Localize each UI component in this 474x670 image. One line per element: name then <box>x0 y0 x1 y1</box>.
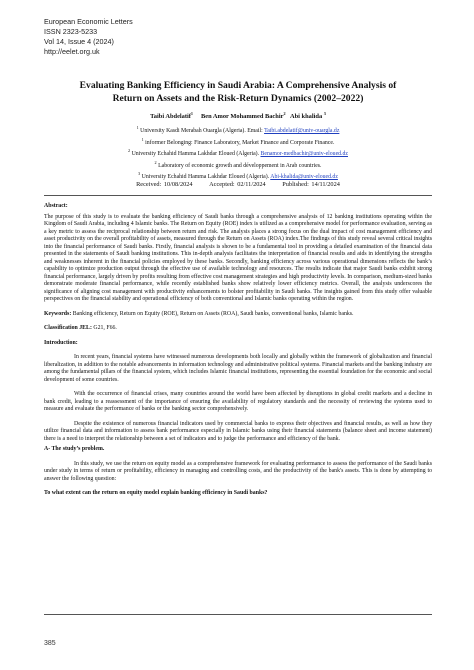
intro-paragraph-2: With the occurrence of financial crises, many countries around the world have been affected by disruptions in global credit markets and a decline in bank credit, leading to a reassessment of the importance of ensuring the availability of regulatory standards and the necessity of reviewing the systems used to measure and evaluate the performance of banks or the banking sector comprehensively. <box>44 391 432 412</box>
submission-dates <box>44 181 432 189</box>
affiliation-5: $^3$ University Echahid Hamma Lakhdar Eloued (Algeria). Abi-khalida@univ-eloued.dz <box>138 171 338 180</box>
jel-label: Classification JEL: <box>44 325 92 331</box>
jel-codes: G21, F66. <box>91 325 117 331</box>
abstract-text: The purpose of this study is to evaluate the banking efficiency of Saudi banks through a comprehensive analysis of 12 banking institutions operating within the Kingdom of Saudi Arabia, including 4 Islamic banks. The Return on Equity (ROE) index is utilized as a comprehensive model for performance evaluation, serving as a key metric to assess the reciprocal relationship between return and risk. The analysis places a strong focus on the dual impact of cost management efficiency and asset productivity on the overall profitability of assets, measured through the Return on Assets (ROA) index.The findings of this study reveal several critical insights into the financial performance of Saudi banks. Firstly, financial analysis is shown to be a fundamental tool in providing a detailed examination of the financial data presented in the statements of Saudi banking institutions. This in-depth analysis facilitates the interpretation of financial results and aids in identifying the strengths and weaknesses inherent in the financial policies employed by these banks. Secondly, banking efficiency across various operational dimensions reflects the bank’s capability to optimize production output through the effective use of available technology and resources. The results indicate that major Saudi banks exhibit strong financial performance, largely driven by profits resulting from effective cost management strategies and high productivity levels. In comparison, medium-sized banks demonstrate moderate financial performance, while recently established banks show relatively lower efficiency metrics. Overall, the analysis underscores the significance of aligning cost management with productivity enhancements to bolster profitability in Saudi banks. The insights gained from this study offer valuable perspectives on the financial stability and operational efficiency of both conventional and Islamic banks operating within the region. <box>44 213 432 302</box>
author-2: Ben Amor Mohammed Bachir$^2$ <box>201 111 286 121</box>
author-3: Abi khalida $^3$ <box>290 111 326 121</box>
affiliation-3: $^2$ University Echahid Hamma Lakhdar Eloued (Algeria). Benamor-medbachir@univ-eloued.dz <box>128 148 348 157</box>
author-1: Taibi Abdelatif$^1$ <box>150 111 194 121</box>
keywords <box>44 311 432 319</box>
journal-url[interactable]: http://eelet.org.uk <box>44 47 100 56</box>
research-question: To what extent can the return on equity model explain banking efficiency in Saudi banks? <box>44 490 268 496</box>
journal-volume: Vol 14, Issue 4 (2024) <box>44 37 114 46</box>
affiliations <box>44 124 432 182</box>
accepted-date: Accepted: 02/11/2024 <box>209 181 266 188</box>
introduction-heading: Introduction: <box>44 339 78 346</box>
received-date: Received: 10/08/2024 <box>136 181 193 188</box>
abstract-heading: Abstract: <box>44 203 68 209</box>
keywords-label: Keywords: <box>44 310 72 317</box>
bottom-divider <box>44 614 432 615</box>
study-problem-heading: A- The study’s problem. <box>44 446 105 452</box>
author-list <box>44 109 432 121</box>
intro-paragraph-1: In recent years, financial systems have witnessed numerous developments both locally and globally within the framework of globalization and financial liberalization, in addition to the notable advancements in information technology and administrative political systems. Financial markets and the banking industry are among the fundamental pillars of the financial system, which includes Islamic financial institutions, representing the essential foundation for the economic and social development of some countries. <box>44 354 432 383</box>
author-1-email[interactable]: Taibi.abdelatif@univ-ouargla.dz <box>264 127 340 134</box>
page-number: 385 <box>44 640 56 647</box>
title-line-2: Return on Assets and the Risk-Return Dynamics (2002–2022) <box>112 92 364 104</box>
jel-classification <box>44 325 432 333</box>
keywords-text: Banking efficiency, Return on Equity (ROE), Return on Assets (ROA), Saudi banks, conventional banks, Islamic banks. <box>71 310 354 317</box>
study-problem-paragraph: In this study, we use the return on equity model as a comprehensive framework for evaluating performance to assess the performance of the Saudi banks under study in terms of return or profitability, efficiency in managing and controlling costs, and the productivity of the bank's assets. This is done by attempting to answer the following question: <box>44 460 432 482</box>
affiliation-2: $^1$ informer Belonging: Finance Laboratory, Market Finance and Corporate Finance. <box>141 136 335 146</box>
journal-name: European Economic Letters <box>44 17 133 26</box>
published-date: Published: 14/11/2024 <box>282 181 340 188</box>
affiliation-4: $^2$ Laboratory of economic growth and développement in Arab countries. <box>154 159 322 169</box>
journal-header <box>44 17 133 57</box>
author-3-email[interactable]: Abi-khalida@univ-eloued.dz <box>270 173 338 180</box>
paper-body <box>44 203 432 501</box>
affiliation-1: $^1$ University Kasdi Merabah Ouargla (Algeria). Email: Taibi.abdelatif@univ-ouargla.dz <box>136 125 340 134</box>
title-line-1: Evaluating Banking Efficiency in Saudi Arabia: A Comprehensive Analysis of <box>79 80 397 91</box>
journal-issn: ISSN 2323-5233 <box>44 27 98 36</box>
paper-title <box>44 80 432 105</box>
top-divider <box>44 195 432 196</box>
intro-paragraph-3: Despite the existence of numerous financial indicators used by commercial banks to express their objectives and financial results, as well as how they utilize financial data and information to assess bank performance especially in Islamic banks using their financial statements (balance sheet and income statement) there is a need to interpret the relationship between a set of indicators and to judge the performance and efficiency of the bank. <box>44 420 432 442</box>
author-2-email[interactable]: Benamor-medbachir@univ-eloued.dz <box>260 150 348 157</box>
